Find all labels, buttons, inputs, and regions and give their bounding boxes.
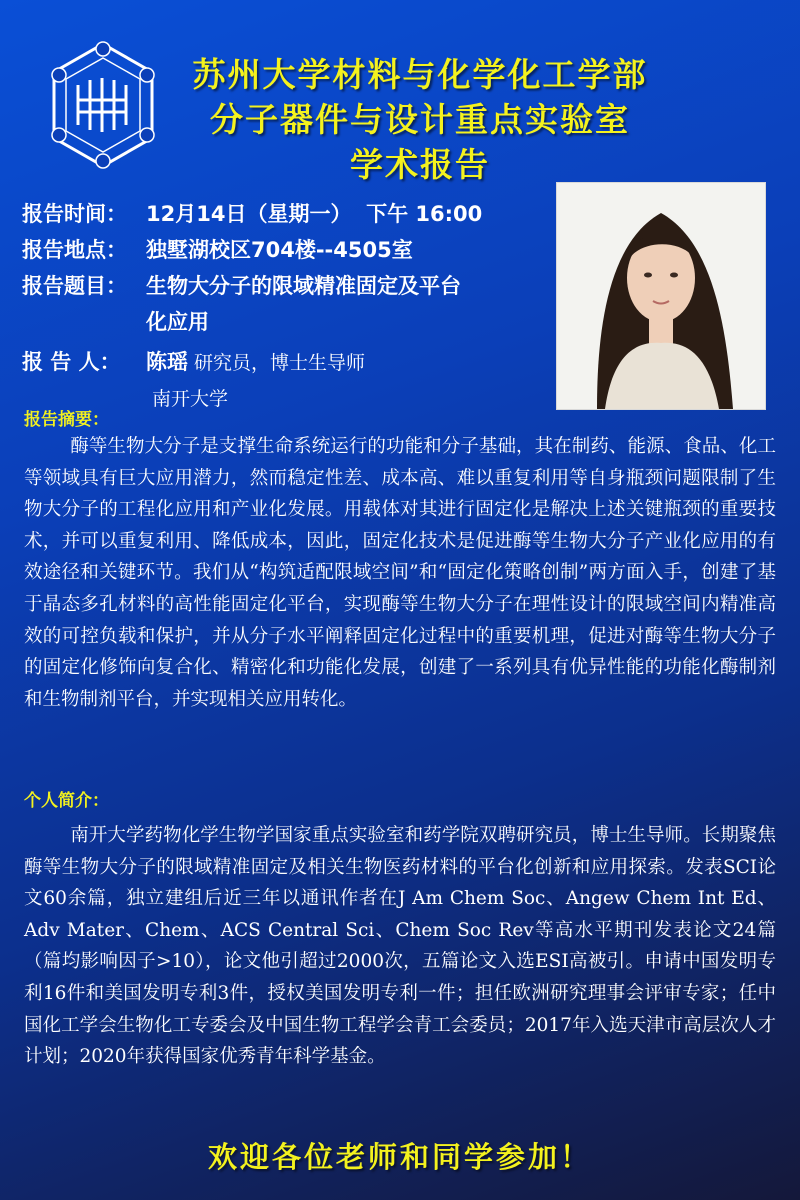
speaker-institution: 南开大学 (152, 388, 229, 410)
bio-body (24, 820, 776, 1073)
abstract-heading: 报告摘要： (24, 410, 109, 430)
title-line-lab: 分子器件与设计重点实验室 (210, 100, 630, 139)
abstract-text: 酶等生物大分子是支撑生命系统运行的功能和分子基础，其在制药、能源、食品、化工等领域具有巨大应用潜力，然而稳定性差、成本高、难以重复利用等自身瓶颈问题限制了生物大分子的工程化应用和产业化发展。用载体对其进行固定化是解决上述关键瓶颈的重要技术，并可以重复利用、降低成本，因此，固定化技术是促进酶等生物大分子产业化应用的有效途径和关键环节。我们从“构筑适配限域空间”和“固定化策略创制”两方面入手，创建了基于晶态多孔材料的高性能固定化平台，实现酶等生物大分子在理性设计的限域空间内精准高效的可控负载和保护，并从分子水平阐释固定化过程中的重要机理，促进对酶等生物大分子的固定化修饰向复合化、精密化和功能化发展，创建了一系列具有优异性能的功能化酶制剂和生物制剂平台，并实现相关应用转化。 (24, 436, 776, 710)
poster-title (160, 52, 680, 187)
report-place-label: 报告地点： (22, 238, 127, 262)
title-line-school: 苏州大学材料与化学化工学部 (192, 55, 648, 94)
speaker-portrait-photo (556, 182, 766, 410)
title-line-report: 学术报告 (350, 145, 490, 184)
speaker-role: 研究员，博士生导师 (188, 352, 366, 374)
report-topic-value: 生物大分子的限域精准固定及平台 (146, 274, 461, 298)
report-info (22, 196, 542, 417)
bio-heading: 个人简介： (24, 791, 109, 811)
report-topic-row (22, 268, 542, 304)
speaker-name: 陈瑶 (146, 350, 188, 374)
speaker-label: 报 告 人： (22, 350, 121, 374)
report-place-value: 独墅湖校区704楼--4505室 (146, 238, 413, 262)
report-topic-value-cont: 化应用 (146, 310, 209, 334)
institution-logo-icon (48, 40, 158, 170)
abstract-body (24, 431, 776, 715)
welcome-footer: 欢迎各位老师和同学参加！ (207, 1140, 592, 1174)
report-place-row (22, 232, 542, 268)
speaker-value (146, 344, 542, 381)
report-topic-label: 报告题目： (22, 274, 127, 298)
report-time-row (22, 196, 542, 232)
bio-text: 南开大学药物化学生物学国家重点实验室和药学院双聘研究员，博士生导师。长期聚焦酶等生物大分子的限域精准固定及相关生物医药材料的平台化创新和应用探索。发表SCI论文60余篇，独立建组后近三年以通讯作者在J Am Chem Soc、Angew Chem Int Ed、Adv Mater、Chem、ACS Central Sci、Chem Soc Rev等高水平期刊发表论文24篇（篇均影响因子>10），论文他引超过2000次，五篇论文入选ESI高被引。申请中国发明专利16件和美国发明专利3件，授权美国发明专利一件；担任欧洲研究理事会评审专家；任中国化工学会生物化工专委会及中国生物工程学会青工会委员；2017年入选天津市高层次人才计划；2020年获得国家优秀青年科学基金。 (24, 825, 776, 1068)
speaker-row (22, 344, 542, 381)
report-time-label: 报告时间： (22, 202, 127, 226)
report-time-value: 12月14日（星期一） 下午 16:00 (146, 202, 483, 226)
